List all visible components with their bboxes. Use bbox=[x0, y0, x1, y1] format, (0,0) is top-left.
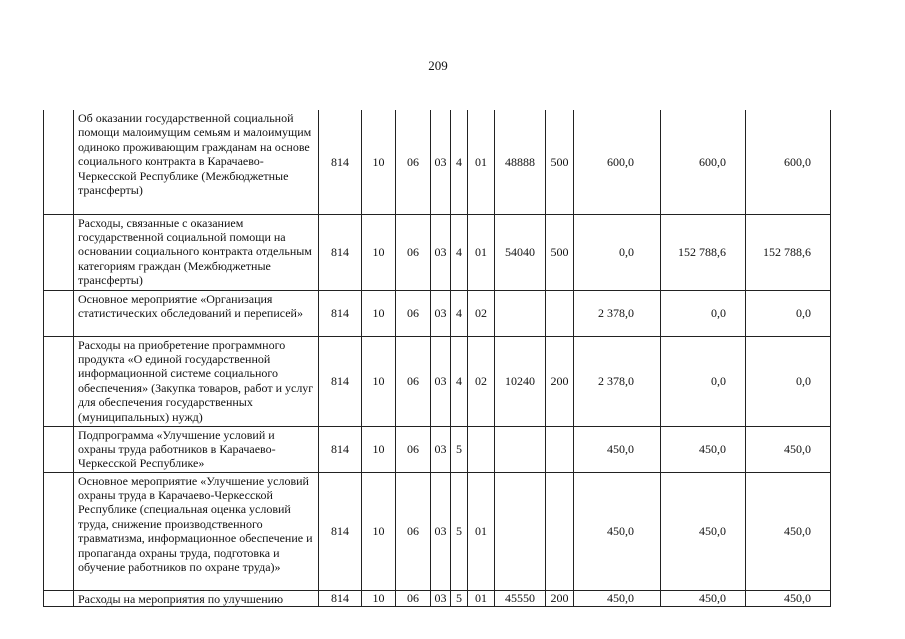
amount-1: 450,0 bbox=[574, 472, 661, 590]
program-code: 03 bbox=[431, 110, 451, 214]
amount-2: 600,0 bbox=[661, 110, 746, 214]
ministry-code: 814 bbox=[319, 590, 362, 606]
ministry-code: 814 bbox=[319, 426, 362, 472]
expense-type-code: 200 bbox=[546, 336, 574, 426]
amount-3: 600,0 bbox=[746, 110, 831, 214]
empty-cell bbox=[44, 110, 74, 214]
event-code: 01 bbox=[468, 214, 495, 290]
row-name: Расходы на мероприятия по улучшению bbox=[74, 590, 319, 606]
event-code: 02 bbox=[468, 290, 495, 336]
event-code: 02 bbox=[468, 336, 495, 426]
table-row bbox=[44, 426, 831, 472]
event-code: 01 bbox=[468, 110, 495, 214]
direction-code: 48888 bbox=[495, 110, 546, 214]
expense-type-code bbox=[546, 426, 574, 472]
subsection-code: 06 bbox=[396, 290, 431, 336]
row-name: Об оказании государственной социальной помощи малоимущим семьям и малоимущим одиноко проживающим гражданам на основе социального контракта в Карачаево-Черкесской Республике (Межбюджетные трансферты) bbox=[74, 110, 319, 214]
direction-code bbox=[495, 290, 546, 336]
ministry-code: 814 bbox=[319, 472, 362, 590]
subprogram-code: 5 bbox=[451, 472, 468, 590]
program-code: 03 bbox=[431, 590, 451, 606]
ministry-code: 814 bbox=[319, 290, 362, 336]
table-row bbox=[44, 290, 831, 336]
empty-cell bbox=[44, 426, 74, 472]
page-number: 209 bbox=[428, 58, 448, 73]
amount-1: 0,0 bbox=[574, 214, 661, 290]
amount-2: 450,0 bbox=[661, 590, 746, 606]
direction-code bbox=[495, 472, 546, 590]
empty-cell bbox=[44, 214, 74, 290]
amount-3: 450,0 bbox=[746, 472, 831, 590]
amount-3: 450,0 bbox=[746, 590, 831, 606]
empty-cell bbox=[44, 590, 74, 606]
empty-cell bbox=[44, 290, 74, 336]
program-code: 03 bbox=[431, 290, 451, 336]
amount-1: 450,0 bbox=[574, 426, 661, 472]
row-name: Расходы на приобретение программного продукта «О единой государственной информационной системе социального обеспечения» (Закупка товаров, работ и услуг для обеспечения государственных (муниципальных) нужд) bbox=[74, 336, 319, 426]
table-row bbox=[44, 472, 831, 590]
table-row bbox=[44, 110, 831, 214]
subprogram-code: 5 bbox=[451, 426, 468, 472]
ministry-code: 814 bbox=[319, 110, 362, 214]
direction-code: 45550 bbox=[495, 590, 546, 606]
table-row bbox=[44, 214, 831, 290]
event-code: 01 bbox=[468, 590, 495, 606]
section-code: 10 bbox=[362, 110, 396, 214]
expense-type-code bbox=[546, 290, 574, 336]
direction-code: 54040 bbox=[495, 214, 546, 290]
empty-cell bbox=[44, 336, 74, 426]
row-name: Основное мероприятие «Организация статистических обследований и переписей» bbox=[74, 290, 319, 336]
expense-type-code bbox=[546, 472, 574, 590]
expense-type-code: 500 bbox=[546, 214, 574, 290]
program-code: 03 bbox=[431, 214, 451, 290]
amount-3: 450,0 bbox=[746, 426, 831, 472]
subsection-code: 06 bbox=[396, 426, 431, 472]
expense-type-code: 200 bbox=[546, 590, 574, 606]
amount-3: 0,0 bbox=[746, 290, 831, 336]
row-name: Подпрограмма «Улучшение условий и охраны труда работников в Карачаево-Черкесской Республике» bbox=[74, 426, 319, 472]
subprogram-code: 4 bbox=[451, 336, 468, 426]
subsection-code: 06 bbox=[396, 590, 431, 606]
amount-2: 450,0 bbox=[661, 426, 746, 472]
section-code: 10 bbox=[362, 290, 396, 336]
empty-cell bbox=[44, 472, 74, 590]
expense-type-code: 500 bbox=[546, 110, 574, 214]
row-name: Основное мероприятие «Улучшение условий охраны труда в Карачаево-Черкесской Республике (специальная оценка условий труда, снижение производственного травматизма, информационное обеспечение и пропаганда охраны труда, подготовка и обучение работников по охране труда)» bbox=[74, 472, 319, 590]
ministry-code: 814 bbox=[319, 214, 362, 290]
section-code: 10 bbox=[362, 336, 396, 426]
subsection-code: 06 bbox=[396, 472, 431, 590]
amount-1: 600,0 bbox=[574, 110, 661, 214]
section-code: 10 bbox=[362, 214, 396, 290]
direction-code bbox=[495, 426, 546, 472]
budget-table bbox=[43, 110, 831, 607]
amount-1: 2 378,0 bbox=[574, 336, 661, 426]
amount-2: 450,0 bbox=[661, 472, 746, 590]
subprogram-code: 5 bbox=[451, 590, 468, 606]
subsection-code: 06 bbox=[396, 110, 431, 214]
direction-code: 10240 bbox=[495, 336, 546, 426]
program-code: 03 bbox=[431, 336, 451, 426]
amount-2: 0,0 bbox=[661, 290, 746, 336]
subprogram-code: 4 bbox=[451, 110, 468, 214]
section-code: 10 bbox=[362, 472, 396, 590]
table-row bbox=[44, 590, 831, 606]
subprogram-code: 4 bbox=[451, 214, 468, 290]
table-row bbox=[44, 336, 831, 426]
amount-2: 152 788,6 bbox=[661, 214, 746, 290]
amount-3: 152 788,6 bbox=[746, 214, 831, 290]
subsection-code: 06 bbox=[396, 214, 431, 290]
amount-1: 450,0 bbox=[574, 590, 661, 606]
event-code bbox=[468, 426, 495, 472]
subsection-code: 06 bbox=[396, 336, 431, 426]
amount-1: 2 378,0 bbox=[574, 290, 661, 336]
ministry-code: 814 bbox=[319, 336, 362, 426]
amount-2: 0,0 bbox=[661, 336, 746, 426]
amount-3: 0,0 bbox=[746, 336, 831, 426]
section-code: 10 bbox=[362, 590, 396, 606]
section-code: 10 bbox=[362, 426, 396, 472]
program-code: 03 bbox=[431, 472, 451, 590]
subprogram-code: 4 bbox=[451, 290, 468, 336]
program-code: 03 bbox=[431, 426, 451, 472]
event-code: 01 bbox=[468, 472, 495, 590]
row-name: Расходы, связанные с оказанием государственной социальной помощи на основании социального контракта отдельным категориям граждан (Межбюджетные трансферты) bbox=[74, 214, 319, 290]
